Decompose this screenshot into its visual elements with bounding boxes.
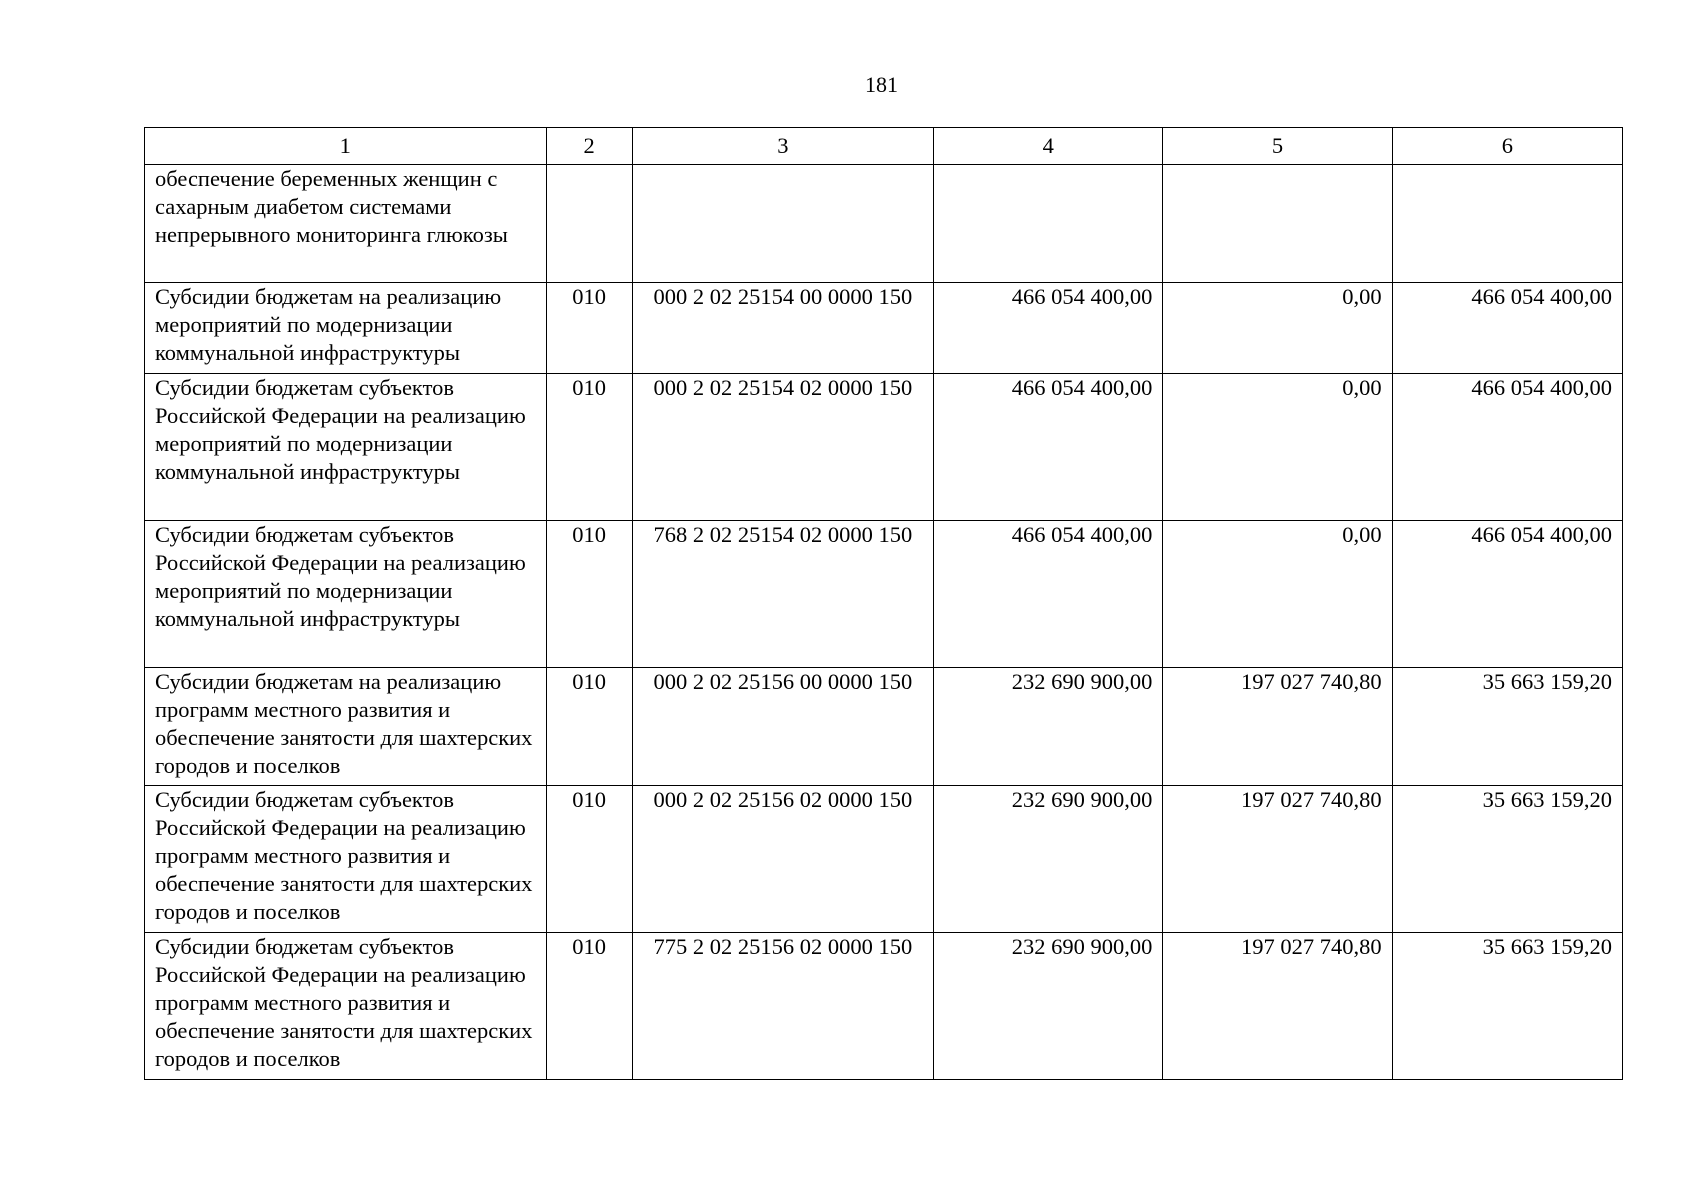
row-budget-code-cell: 768 2 02 25154 02 0000 150: [632, 521, 933, 668]
row-col4-cell: 232 690 900,00: [934, 786, 1163, 933]
table-row: [145, 786, 1623, 933]
row-admin-code-cell: 010: [546, 668, 632, 786]
row-name-cell: Субсидии бюджетам на реализацию мероприятий по модернизации коммунальной инфраструктуры: [145, 283, 547, 374]
row-col5-cell: 197 027 740,80: [1163, 786, 1392, 933]
row-col4-cell: 232 690 900,00: [934, 933, 1163, 1080]
row-admin-code-cell: 010: [546, 374, 632, 521]
row-budget-code-cell: [632, 165, 933, 283]
row-admin-code-cell: 010: [546, 283, 632, 374]
table-row: [145, 283, 1623, 374]
column-header-6: 6: [1392, 128, 1622, 165]
row-col6-cell: 35 663 159,20: [1392, 786, 1622, 933]
row-name-cell: Субсидии бюджетам субъектов Российской Федерации на реализацию мероприятий по модернизации коммунальной инфраструктуры: [145, 521, 547, 668]
row-name-cell: Субсидии бюджетам на реализацию программ местного развития и обеспечение занятости для шахтерских городов и поселков: [145, 668, 547, 786]
table-header-row: [145, 128, 1623, 165]
row-budget-code-cell: 000 2 02 25156 00 0000 150: [632, 668, 933, 786]
table-row: [145, 668, 1623, 786]
row-admin-code-cell: 010: [546, 933, 632, 1080]
page-number: 181: [865, 72, 898, 97]
row-admin-code-cell: 010: [546, 521, 632, 668]
column-header-4: 4: [934, 128, 1163, 165]
row-col5-cell: 197 027 740,80: [1163, 933, 1392, 1080]
budget-table: [144, 127, 1623, 1080]
row-col6-cell: 466 054 400,00: [1392, 374, 1622, 521]
column-header-3: 3: [632, 128, 933, 165]
row-name-cell: Субсидии бюджетам субъектов Российской Федерации на реализацию мероприятий по модернизации коммунальной инфраструктуры: [145, 374, 547, 521]
table-row: [145, 933, 1623, 1080]
row-col6-cell: 466 054 400,00: [1392, 283, 1622, 374]
row-col5-cell: 197 027 740,80: [1163, 668, 1392, 786]
row-col6-cell: 35 663 159,20: [1392, 668, 1622, 786]
row-budget-code-cell: 775 2 02 25156 02 0000 150: [632, 933, 933, 1080]
row-name-cell: Субсидии бюджетам субъектов Российской Федерации на реализацию программ местного развития и обеспечение занятости для шахтерских городов и поселков: [145, 933, 547, 1080]
table-row: [145, 521, 1623, 668]
row-admin-code-cell: [546, 165, 632, 283]
row-budget-code-cell: 000 2 02 25154 00 0000 150: [632, 283, 933, 374]
table-row: [145, 165, 1623, 283]
table-row: [145, 374, 1623, 521]
row-col4-cell: 232 690 900,00: [934, 668, 1163, 786]
row-col5-cell: 0,00: [1163, 521, 1392, 668]
row-col4-cell: [934, 165, 1163, 283]
column-header-5: 5: [1163, 128, 1392, 165]
column-header-1: 1: [145, 128, 547, 165]
row-col5-cell: 0,00: [1163, 374, 1392, 521]
row-col6-cell: 35 663 159,20: [1392, 933, 1622, 1080]
row-col6-cell: [1392, 165, 1622, 283]
column-header-2: 2: [546, 128, 632, 165]
row-name-cell: обеспечение беременных женщин с сахарным диабетом системами непрерывного мониторинга глюкозы: [145, 165, 547, 283]
row-budget-code-cell: 000 2 02 25154 02 0000 150: [632, 374, 933, 521]
row-name-cell: Субсидии бюджетам субъектов Российской Федерации на реализацию программ местного развития и обеспечение занятости для шахтерских городов и поселков: [145, 786, 547, 933]
row-col5-cell: 0,00: [1163, 283, 1392, 374]
row-col4-cell: 466 054 400,00: [934, 521, 1163, 668]
row-col5-cell: [1163, 165, 1392, 283]
row-col4-cell: 466 054 400,00: [934, 283, 1163, 374]
row-budget-code-cell: 000 2 02 25156 02 0000 150: [632, 786, 933, 933]
row-col4-cell: 466 054 400,00: [934, 374, 1163, 521]
row-admin-code-cell: 010: [546, 786, 632, 933]
row-col6-cell: 466 054 400,00: [1392, 521, 1622, 668]
